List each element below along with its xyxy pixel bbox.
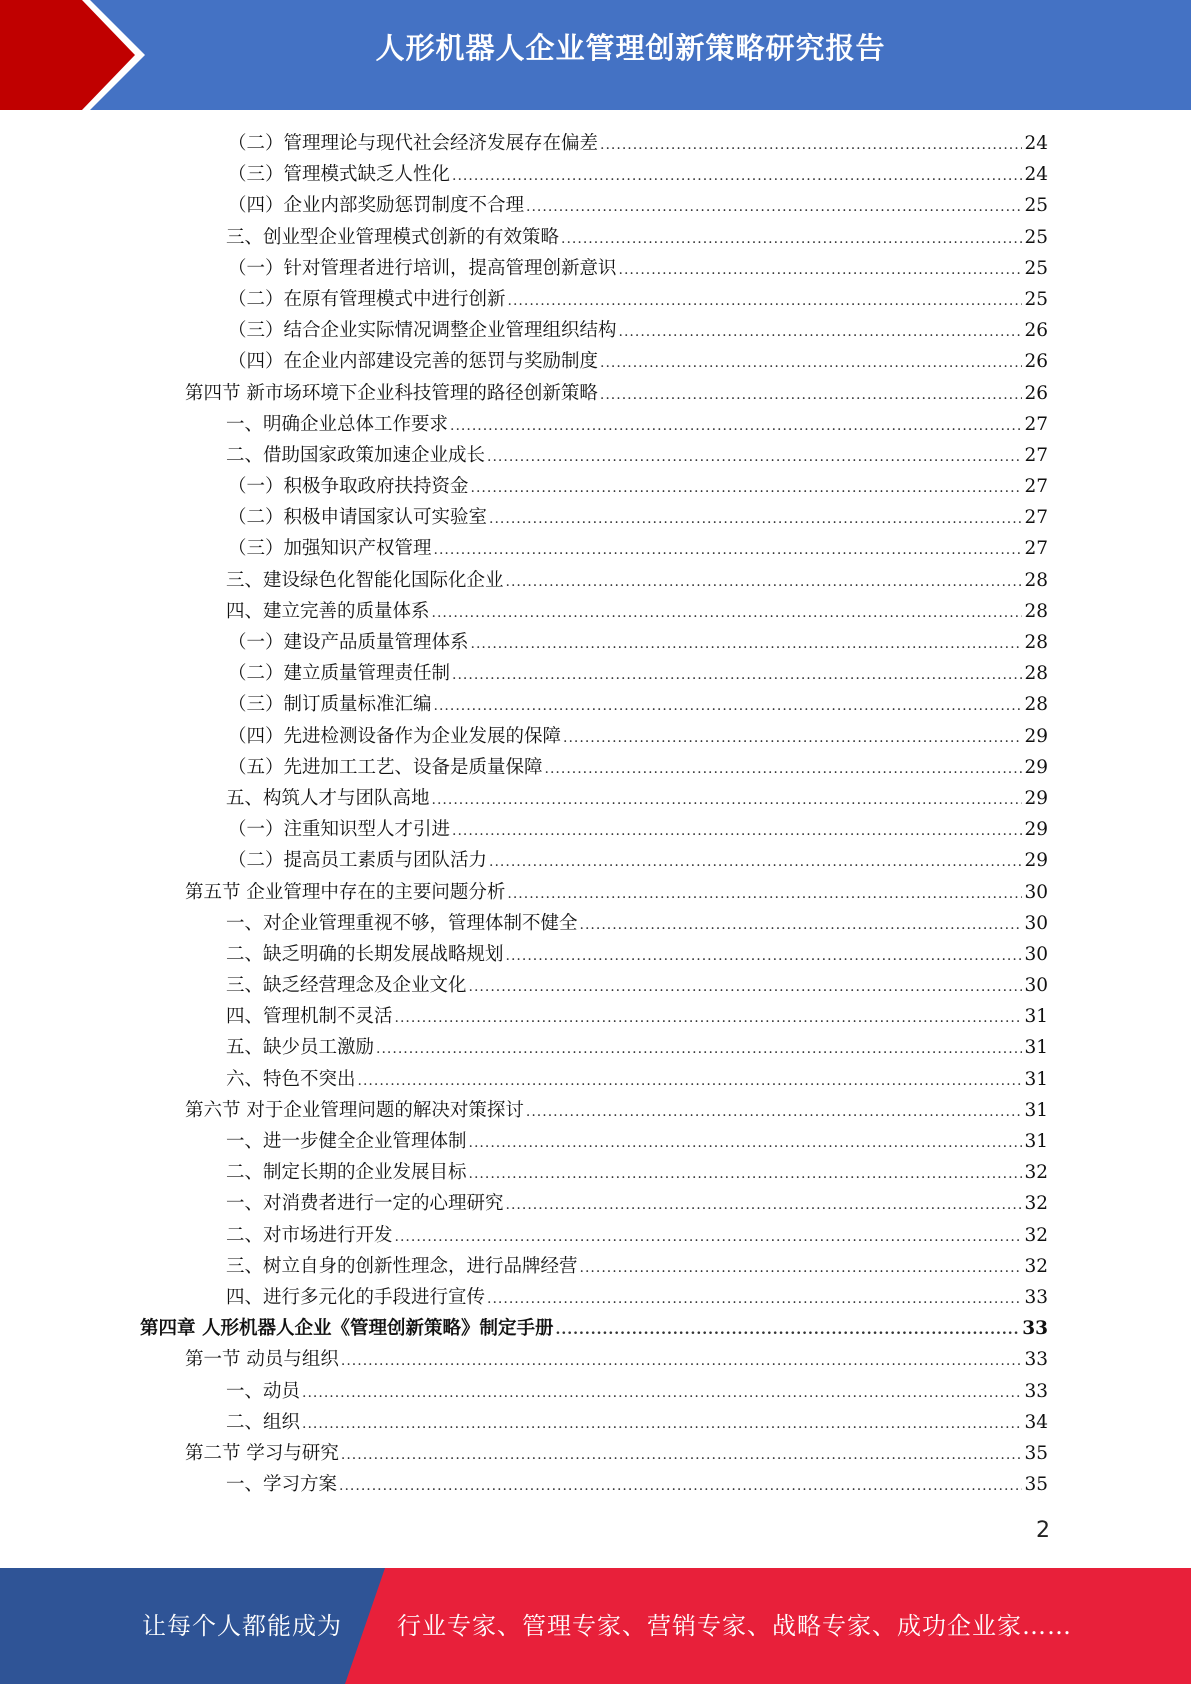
toc-dot-leader: [339, 1471, 1022, 1502]
toc-entry: [140, 159, 1048, 190]
toc-dot-leader: [619, 255, 1023, 286]
toc-entry: [140, 1032, 1048, 1063]
toc-entry: [140, 1220, 1048, 1251]
toc-entry: [140, 1376, 1048, 1407]
toc-dot-leader: [506, 941, 1023, 972]
page-header: [0, 0, 1191, 110]
toc-entry-label: （五）先进加工工艺、设备是质量保障: [228, 756, 543, 778]
toc-entry-page: 29: [1024, 756, 1048, 778]
toc-entry-page: 28: [1024, 632, 1048, 653]
toc-dot-leader: [434, 691, 1023, 722]
toc-dot-leader: [619, 317, 1023, 348]
toc-entry: [140, 970, 1048, 1001]
toc-entry: [140, 346, 1048, 377]
toc-entry-label: （四）在企业内部建设完善的惩罚与奖励制度: [228, 351, 599, 373]
toc-entry: [140, 190, 1048, 221]
toc-entry-label: （三）加强知识产权管理: [228, 538, 432, 560]
toc-entry-page: 27: [1024, 507, 1048, 529]
toc-entry-page: 29: [1024, 850, 1048, 872]
toc-entry-page: 33: [1024, 1380, 1048, 1402]
toc-entry-label: （三）制订质量标准汇编: [228, 694, 432, 716]
toc-dot-leader: [489, 504, 1022, 535]
toc-entry-page: 25: [1024, 257, 1048, 279]
toc-dot-leader: [489, 847, 1022, 878]
toc-dot-leader: [358, 1066, 1023, 1097]
toc-entry-page: 31: [1024, 1131, 1048, 1152]
toc-entry-page: 31: [1024, 1037, 1048, 1059]
toc-entry-page: 25: [1024, 195, 1048, 217]
toc-entry-label: 二、对市场进行开发: [226, 1224, 393, 1246]
toc-entry: [140, 845, 1048, 876]
toc-entry-label: 五、构筑人才与团队高地: [226, 787, 430, 809]
toc-entry: [140, 1438, 1048, 1469]
toc-entry-label: 一、学习方案: [226, 1474, 338, 1496]
toc-entry-page: 29: [1024, 819, 1048, 841]
toc-entry: [140, 721, 1048, 752]
toc-entry: [140, 908, 1048, 939]
toc-entry-label: （三）管理模式缺乏人性化: [228, 164, 451, 186]
toc-entry: [140, 1064, 1048, 1095]
toc-entry-page: 28: [1024, 600, 1048, 622]
toc-entry: [140, 1001, 1048, 1032]
toc-dot-leader: [545, 754, 1023, 785]
toc-entry-page: 33: [1024, 1349, 1048, 1371]
toc-entry-page: 32: [1024, 1162, 1048, 1184]
toc-dot-leader: [469, 1128, 1023, 1159]
toc-entry: [140, 783, 1048, 814]
toc-dot-leader: [555, 1315, 1020, 1346]
toc-entry: [140, 409, 1048, 440]
toc-entry-page: 24: [1024, 133, 1048, 154]
toc-dot-leader: [469, 972, 1023, 1003]
toc-entry: [140, 1188, 1048, 1219]
toc-dot-leader: [507, 879, 1022, 910]
toc-entry: [140, 596, 1048, 627]
toc-entry-page: 33: [1022, 1318, 1048, 1340]
toc-entry-label: （二）积极申请国家认可实验室: [228, 507, 488, 529]
toc-entry-page: 29: [1024, 725, 1048, 747]
toc-dot-leader: [506, 567, 1023, 598]
page-footer: [0, 1568, 1191, 1684]
toc-entry: [140, 222, 1048, 253]
toc-entry-page: 32: [1024, 1255, 1048, 1277]
toc-entry-page: 26: [1024, 320, 1048, 342]
table-of-contents: [140, 128, 1048, 1500]
toc-entry-page: 25: [1024, 288, 1048, 310]
toc-entry-label: （二）建立质量管理责任制: [228, 663, 451, 685]
toc-dot-leader: [452, 660, 1022, 691]
toc-entry-page: 29: [1024, 787, 1048, 809]
toc-entry: [140, 1095, 1048, 1126]
toc-entry-page: 32: [1024, 1193, 1048, 1215]
toc-entry-label: 三、建设绿色化智能化国际化企业: [226, 569, 504, 591]
toc-entry-label: （一）注重知识型人才引进: [228, 819, 451, 841]
toc-dot-leader: [376, 1034, 1022, 1065]
toc-dot-leader: [395, 1003, 1023, 1034]
toc-entry-page: 35: [1024, 1442, 1048, 1464]
toc-entry-page: 31: [1024, 1099, 1048, 1121]
toc-dot-leader: [561, 224, 1022, 255]
toc-dot-leader: [600, 130, 1022, 161]
toc-entry: [140, 1126, 1048, 1157]
toc-entry-page: 27: [1024, 538, 1048, 560]
toc-entry: [140, 1313, 1048, 1344]
toc-entry: [140, 471, 1048, 502]
toc-entry-page: 30: [1024, 943, 1048, 965]
footer-slogan: 让每个人都能成为: [142, 1612, 342, 1640]
toc-entry-page: 35: [1024, 1474, 1048, 1496]
toc-entry-page: 31: [1024, 1006, 1048, 1028]
toc-entry-label: 二、制定长期的企业发展目标: [226, 1162, 467, 1184]
page-number: 2: [1036, 1518, 1050, 1543]
toc-dot-leader: [469, 1159, 1023, 1190]
toc-entry-page: 30: [1024, 881, 1048, 903]
toc-entry: [140, 315, 1048, 346]
toc-entry-label: 一、明确企业总体工作要求: [226, 413, 449, 435]
toc-entry-page: 26: [1024, 382, 1048, 404]
toc-entry-label: （三）结合企业实际情况调整企业管理组织结构: [228, 320, 617, 342]
toc-entry: [140, 1344, 1048, 1375]
toc-entry: [140, 689, 1048, 720]
toc-entry: [140, 378, 1048, 409]
toc-dot-leader: [471, 473, 1023, 504]
toc-dot-leader: [580, 1253, 1023, 1284]
toc-entry-label: 六、特色不突出: [226, 1068, 356, 1090]
toc-entry: [140, 939, 1048, 970]
toc-entry: [140, 814, 1048, 845]
toc-entry: [140, 627, 1048, 658]
toc-entry-page: 30: [1024, 975, 1048, 997]
toc-entry: [140, 1157, 1048, 1188]
toc-entry-label: 二、组织: [226, 1411, 301, 1433]
toc-dot-leader: [508, 286, 1023, 317]
toc-entry-page: 27: [1024, 413, 1048, 435]
toc-dot-leader: [563, 723, 1022, 754]
toc-entry-label: （二）提高员工素质与团队活力: [228, 850, 488, 872]
toc-dot-leader: [600, 348, 1022, 379]
report-title: 人形机器人企业管理创新策略研究报告: [375, 31, 886, 65]
toc-dot-leader: [452, 161, 1022, 192]
toc-entry-label: 一、对企业管理重视不够，管理体制不健全: [226, 912, 578, 934]
toc-dot-leader: [450, 411, 1022, 442]
toc-entry-label: （四）企业内部奖励惩罚制度不合理: [228, 195, 525, 217]
toc-entry-label: 四、建立完善的质量体系: [226, 600, 430, 622]
toc-entry-label: 第五节 企业管理中存在的主要问题分析: [185, 881, 506, 903]
toc-entry-label: 第四节 新市场环境下企业科技管理的路径创新策略: [185, 382, 598, 404]
toc-entry-page: 27: [1024, 444, 1048, 466]
toc-dot-leader: [452, 816, 1022, 847]
toc-entry: [140, 440, 1048, 471]
toc-entry-label: （一）针对管理者进行培训，提高管理创新意识: [228, 257, 617, 279]
toc-dot-leader: [506, 1190, 1023, 1221]
toc-entry-label: （一）建设产品质量管理体系: [228, 632, 469, 653]
toc-entry: [140, 502, 1048, 533]
toc-dot-leader: [302, 1409, 1022, 1440]
toc-entry-label: （四）先进检测设备作为企业发展的保障: [228, 725, 562, 747]
toc-entry-page: 25: [1024, 226, 1048, 248]
toc-entry-page: 31: [1024, 1068, 1048, 1090]
toc-entry-page: 27: [1024, 476, 1048, 498]
toc-dot-leader: [526, 1097, 1023, 1128]
toc-dot-leader: [341, 1346, 1023, 1377]
toc-dot-leader: [487, 442, 1022, 473]
toc-entry-label: 五、缺少员工激励: [226, 1037, 375, 1059]
toc-dot-leader: [341, 1440, 1023, 1471]
toc-entry-label: 四、管理机制不灵活: [226, 1006, 393, 1028]
toc-entry-label: 三、树立自身的创新性理念，进行品牌经营: [226, 1255, 578, 1277]
toc-entry-page: 26: [1024, 351, 1048, 373]
toc-entry-page: 32: [1024, 1224, 1048, 1246]
toc-entry: [140, 1282, 1048, 1313]
footer-roles: 行业专家、管理专家、营销专家、战略专家、成功企业家……: [397, 1612, 1072, 1640]
toc-entry: [140, 1251, 1048, 1282]
toc-entry-label: （二）管理理论与现代社会经济发展存在偏差: [228, 133, 599, 154]
toc-entry: [140, 253, 1048, 284]
toc-entry-label: 二、借助国家政策加速企业成长: [226, 444, 486, 466]
toc-entry-label: 第六节 对于企业管理问题的解决对策探讨: [185, 1099, 524, 1121]
toc-entry-label: 一、进一步健全企业管理体制: [226, 1131, 467, 1152]
toc-entry-label: 一、对消费者进行一定的心理研究: [226, 1193, 504, 1215]
toc-dot-leader: [432, 598, 1023, 629]
toc-entry: [140, 533, 1048, 564]
toc-entry-label: 二、缺乏明确的长期发展战略规划: [226, 943, 504, 965]
toc-entry-label: 一、动员: [226, 1380, 301, 1402]
toc-dot-leader: [600, 380, 1023, 411]
toc-entry-label: 四、进行多元化的手段进行宣传: [226, 1286, 486, 1308]
toc-entry: [140, 128, 1048, 159]
toc-dot-leader: [434, 535, 1023, 566]
toc-entry-label: 第四章 人形机器人企业《管理创新策略》制定手册: [140, 1318, 554, 1340]
toc-entry-page: 24: [1024, 164, 1048, 186]
toc-entry-page: 30: [1024, 912, 1048, 934]
toc-entry: [140, 877, 1048, 908]
toc-entry-page: 33: [1024, 1286, 1048, 1308]
toc-entry: [140, 1407, 1048, 1438]
toc-entry: [140, 565, 1048, 596]
toc-entry-page: 34: [1024, 1411, 1048, 1433]
toc-entry-label: 第二节 学习与研究: [185, 1442, 339, 1464]
toc-entry-page: 28: [1024, 663, 1048, 685]
toc-entry-label: （一）积极争取政府扶持资金: [228, 476, 469, 498]
toc-entry-page: 28: [1024, 569, 1048, 591]
toc-entry-label: 三、缺乏经营理念及企业文化: [226, 975, 467, 997]
toc-entry: [140, 752, 1048, 783]
toc-entry: [140, 658, 1048, 689]
toc-dot-leader: [432, 785, 1023, 816]
toc-dot-leader: [471, 629, 1023, 660]
toc-entry-label: 第一节 动员与组织: [185, 1349, 339, 1371]
toc-entry-label: 三、创业型企业管理模式创新的有效策略: [226, 226, 560, 248]
toc-entry: [140, 1469, 1048, 1500]
toc-dot-leader: [580, 910, 1023, 941]
toc-entry-label: （二）在原有管理模式中进行创新: [228, 288, 506, 310]
toc-dot-leader: [395, 1222, 1023, 1253]
toc-entry: [140, 284, 1048, 315]
toc-dot-leader: [526, 192, 1022, 223]
toc-entry-page: 28: [1024, 694, 1048, 716]
toc-dot-leader: [302, 1378, 1022, 1409]
toc-dot-leader: [487, 1284, 1022, 1315]
